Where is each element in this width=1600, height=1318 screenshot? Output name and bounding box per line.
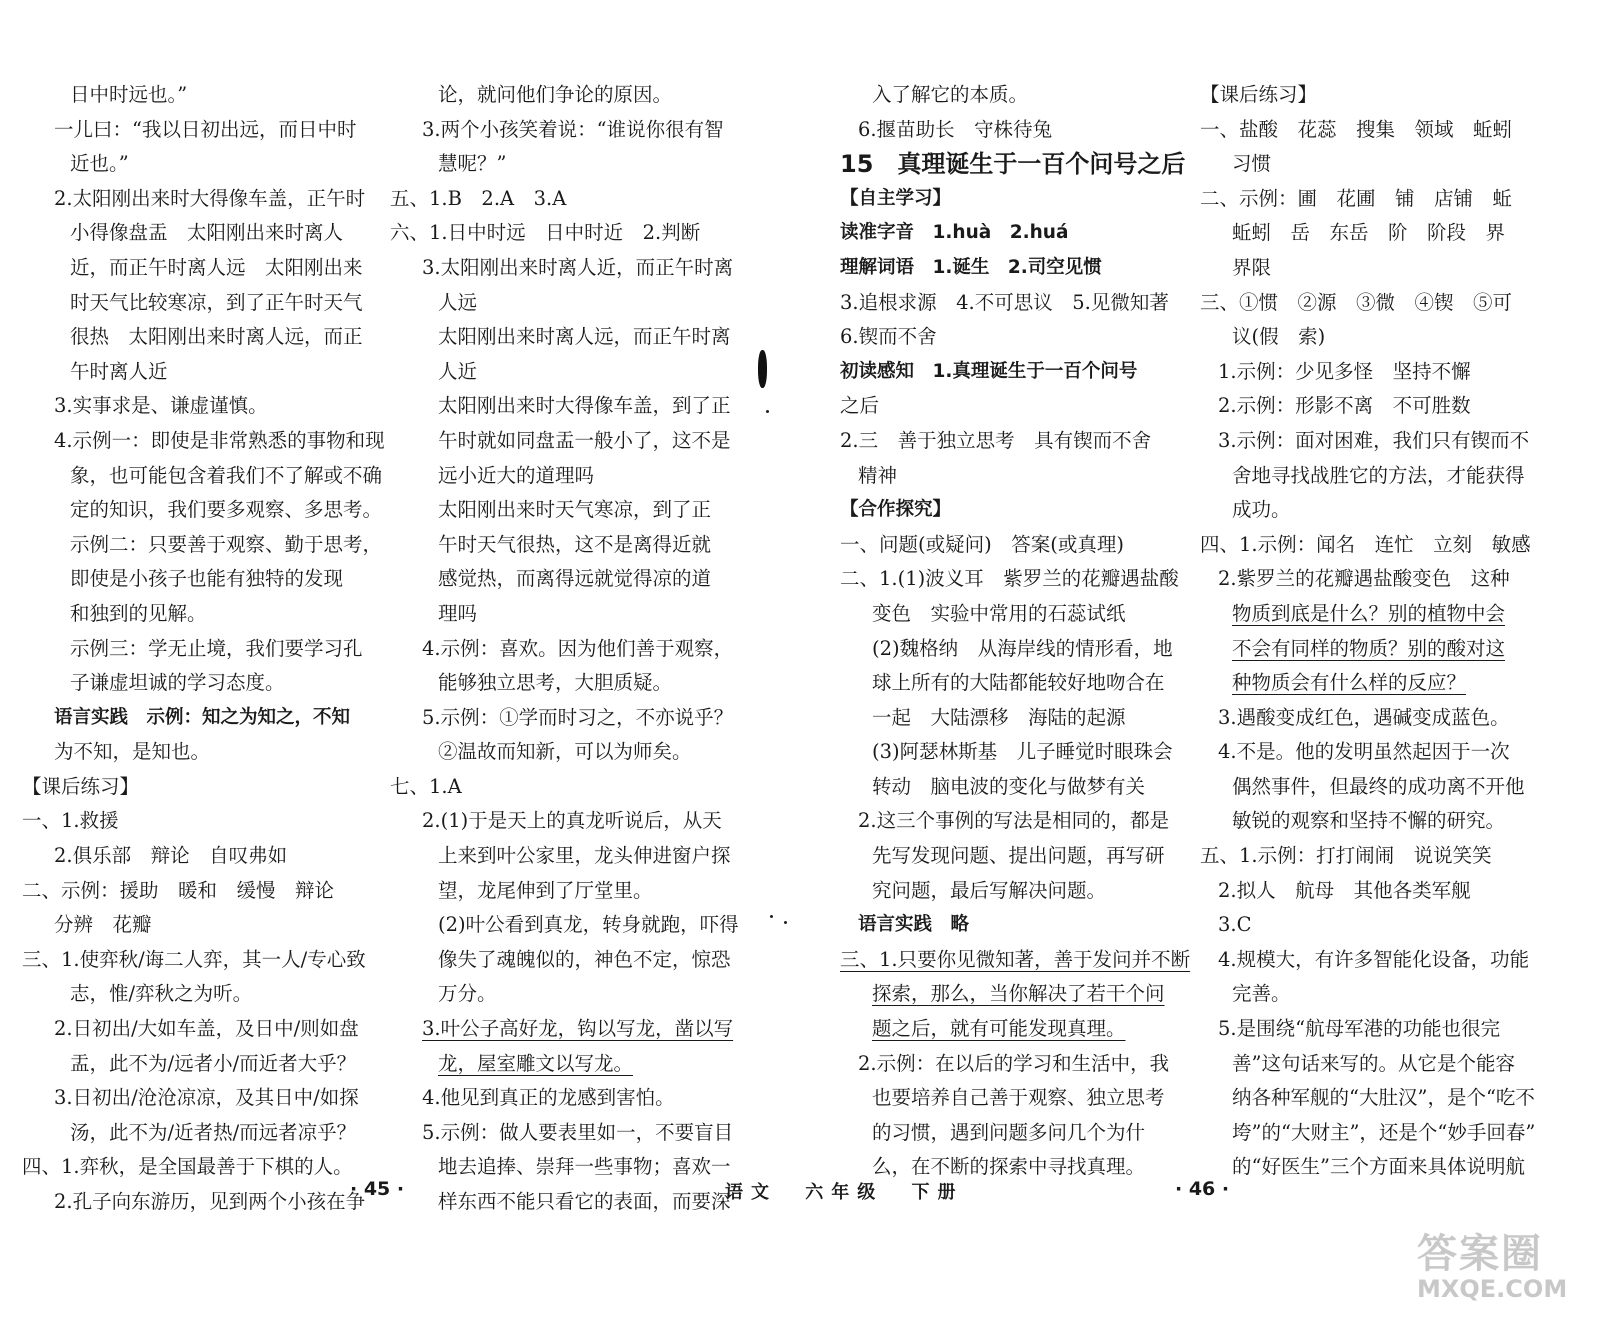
answer-line: 人远 — [438, 290, 478, 314]
answer-line: 也要培养自己善于观察、独立思考 — [872, 1086, 1165, 1110]
answer-line: 六、1.日中时远 日中时近 2.判断 — [390, 221, 701, 245]
answer-line: 的“好医生”三个方面来具体说明航 — [1232, 1155, 1525, 1179]
answer-line: 太阳刚出来时天气寒凉，到了正 — [438, 498, 712, 522]
answer-line: 午时就如同盘盂一般小了，这不是 — [438, 428, 731, 452]
answer-line: 为不知，是知也。 — [54, 740, 211, 764]
answer-line: 样东西不能只看它的表面，而要深 — [438, 1190, 731, 1213]
answer-line: 物质到底是什么？别的植物中会 — [1232, 601, 1506, 625]
answer-line: 远小近大的道理吗 — [438, 463, 595, 487]
answer-line: 人近 — [438, 359, 478, 383]
answer-line: 先写发现问题、提出问题，再写研 — [872, 844, 1165, 868]
answer-line: 龙，屋室雕文以写龙。 — [438, 1051, 634, 1075]
answer-line: 慧呢？” — [438, 152, 507, 176]
answer-line: 示例二：只要善于观察、勤于思考， — [70, 532, 383, 556]
answer-line: 地去追捧、崇拜一些事物；喜欢一 — [438, 1155, 731, 1179]
answer-line: 偶然事件，但最终的成功离不开他 — [1232, 774, 1525, 798]
answer-line: 四、1.示例：闻名 连忙 立刻 敏感 — [1200, 532, 1531, 556]
answer-line: 变色 实验中常用的石蕊试纸 — [872, 601, 1126, 625]
answer-line: 3.叶公子高好龙，钩以写龙，凿以写 — [422, 1017, 734, 1041]
page-number-left: · 45 · — [350, 1178, 405, 1200]
answer-line: 5.示例：做人要表里如一，不要盲目 — [422, 1120, 734, 1144]
answer-line: 探索，那么，当你解决了若干个问 — [872, 982, 1165, 1006]
answer-line: 2.示例：形影不离 不可胜数 — [1218, 394, 1471, 418]
answer-line: 望，龙尾伸到了厅堂里。 — [438, 878, 653, 902]
book-footer: 语文 六年级 下册 — [725, 1182, 964, 1203]
answer-line: 初读感知 1.真理诞生于一百个问号 — [840, 360, 1138, 382]
answer-line: 万分。 — [438, 982, 497, 1006]
answer-line: 完善。 — [1232, 982, 1291, 1006]
answer-line: 3.C — [1218, 913, 1252, 937]
answer-line: 种物质会有什么样的反应？ — [1232, 671, 1467, 695]
answer-line: 七、1.A — [390, 774, 462, 798]
answer-line: 2.(1)于是天上的真龙听说后，从天 — [422, 809, 722, 833]
answer-line: (3)阿瑟林斯基 儿子睡觉时眼珠会 — [872, 740, 1173, 764]
answer-line: 二、1.(1)波义耳 紫罗兰的花瓣遇盐酸 — [840, 567, 1179, 591]
answer-line: 么，在不断的探索中寻找真理。 — [872, 1155, 1146, 1179]
answer-line: 【课后练习】 — [1200, 83, 1318, 106]
answer-line: 敏锐的观察和坚持不懈的研究。 — [1232, 809, 1506, 833]
answer-line: 4.不是。他的发明虽然起因于一次 — [1218, 740, 1510, 764]
answer-line: 4.他见到真正的龙感到害怕。 — [422, 1086, 675, 1110]
answer-line: 4.示例：喜欢。因为他们善于观察， — [422, 636, 734, 660]
answer-line: 【课后练习】 — [22, 774, 140, 798]
page-number-right: · 46 · — [1175, 1178, 1230, 1200]
answer-line: 午时天气很热，这不是离得近就 — [438, 532, 712, 556]
answer-line: 入了解它的本质。 — [872, 83, 1029, 106]
answer-line: 一起 大陆漂移 海陆的起源 — [872, 705, 1126, 729]
answer-line: ②温故而知新，可以为师矣。 — [438, 740, 692, 764]
answer-line: 4.示例一：即使是非常熟悉的事物和现 — [54, 428, 385, 452]
answer-line: 一儿曰：“我以日初出远，而日中时 — [54, 117, 357, 141]
answer-line: 3.实事求是、谦虚谨慎。 — [54, 394, 268, 418]
answer-line: 三、1.只要你见微知著，善于发问并不断 — [840, 947, 1191, 971]
binding-mark — [758, 350, 767, 388]
answer-line: 成功。 — [1232, 498, 1291, 522]
column-2 — [390, 78, 740, 1220]
answer-line: 3.遇酸变成红色，遇碱变成蓝色。 — [1218, 705, 1510, 729]
answer-line: 蚯蚓 岳 东岳 阶 阶段 界 — [1232, 221, 1506, 245]
speck — [770, 915, 773, 918]
answer-line: 五、1.示例：打打闹闹 说说笑笑 — [1200, 844, 1492, 868]
answer-line: 15 真理诞生于一百个问号之后 — [840, 150, 1186, 179]
answer-line: 定的知识，我们要多观察、多思考。 — [70, 498, 383, 522]
answer-line: 界限 — [1232, 255, 1272, 279]
answer-line: 3.示例：面对困难，我们只有锲而不 — [1218, 428, 1530, 452]
answer-line: 日中时远也。” — [70, 83, 188, 106]
answer-line: 很热 太阳刚出来时离人远，而正 — [70, 325, 363, 349]
answer-line: 三、①惯 ②源 ③微 ④锲 ⑤可 — [1200, 290, 1513, 314]
answer-line: 题之后，就有可能发现真理。 — [872, 1017, 1126, 1041]
answer-line: 上来到叶公家里，龙头伸进窗户探 — [438, 844, 731, 868]
answer-line: 议(假 索) — [1232, 325, 1326, 349]
answer-line: 子谦虚坦诚的学习态度。 — [70, 671, 285, 695]
column-1 — [22, 78, 385, 1220]
answer-line: 究问题，最后写解决问题。 — [872, 878, 1107, 902]
speck — [784, 921, 787, 924]
answer-line: 太阳刚出来时离人远，而正午时离 — [438, 325, 731, 349]
watermark — [1417, 1222, 1582, 1303]
answer-line: 精神 — [858, 463, 898, 487]
answer-line: 2.孔子向东游历，见到两个小孩在争 — [54, 1190, 366, 1213]
answer-line: 转动 脑电波的变化与做梦有关 — [872, 774, 1146, 798]
column-4 — [1200, 78, 1545, 1185]
answer-line: 理吗 — [438, 601, 478, 625]
answer-line: 之后 — [840, 394, 880, 418]
answer-line: 5.示例：①学而时习之，不亦说乎？ — [422, 705, 734, 729]
answer-line: 二、示例：圃 花圃 铺 店铺 蚯 — [1200, 186, 1513, 210]
answer-line: 五、1.B 2.A 3.A — [390, 186, 567, 210]
answer-line: 示例三：学无止境，我们要学习孔 — [70, 636, 363, 660]
answer-line: 感觉热，而离得远就觉得凉的道 — [438, 567, 712, 591]
answer-line: 近，而正午时离人远 太阳刚出来 — [70, 255, 363, 279]
answer-line: 垮”的“大财主”，还是个“妙手回春” — [1232, 1120, 1536, 1144]
watermark-logo: 答案圈 — [1417, 1231, 1543, 1277]
answer-line: 3.日初出/沧沧凉凉，及其日中/如探 — [54, 1086, 359, 1110]
answer-line: 理解词语 1.诞生 2.司空见惯 — [840, 256, 1102, 278]
answer-line: 习惯 — [1232, 152, 1272, 176]
answer-line: (2)叶公看到真龙，转身就跑，吓得 — [438, 913, 739, 937]
answer-line: 6.揠苗助长 守株待兔 — [858, 117, 1053, 141]
answer-line: 四、1.弈秋，是全国最善于下棋的人。 — [22, 1155, 353, 1179]
answer-line: 太阳刚出来时大得像车盖，到了正 — [438, 394, 731, 418]
answer-line: 2.这三个事例的写法是相同的，都是 — [858, 809, 1170, 833]
answer-line: 象，也可能包含着我们不了解或不确 — [70, 463, 383, 487]
answer-line: 不会有同样的物质？别的酸对这 — [1232, 636, 1506, 660]
answer-line: 志，惟/弈秋之为听。 — [70, 982, 253, 1006]
answer-line: 一、1.救援 — [22, 809, 119, 833]
answer-line: 像失了魂魄似的，神色不定，惊恐 — [438, 947, 731, 971]
answer-line: 语言实践 示例：知之为知之，不知 — [54, 706, 351, 728]
answer-line: 能够独立思考，大胆质疑。 — [438, 671, 673, 695]
answer-line: 时天气比较寒凉，到了正午时天气 — [70, 290, 363, 314]
answer-line: 午时离人近 — [70, 359, 168, 383]
speck — [766, 410, 769, 413]
answer-line: 球上所有的大陆都能较好地吻合在 — [872, 671, 1165, 695]
answer-line: 即使是小孩子也能有独特的发现 — [70, 567, 344, 591]
answer-line: 一、问题(或疑问) 答案(或真理) — [840, 532, 1124, 556]
answer-line: 读准字音 1.huà 2.huá — [840, 222, 1069, 244]
answer-line: 2.拟人 航母 其他各类军舰 — [1218, 878, 1471, 902]
answer-line: 2.太阳刚出来时大得像车盖，正午时 — [54, 186, 366, 210]
answer-line: 5.是围绕“航母军港的功能也很完 — [1218, 1017, 1501, 1041]
answer-line: 2.三 善于独立思考 具有锲而不舍 — [840, 428, 1152, 452]
answer-line: 分辨 花瓣 — [54, 913, 152, 937]
answer-line: 3.两个小孩笑着说：“谁说你很有智 — [422, 117, 724, 141]
answer-line: 4.规模大，有许多智能化设备，功能 — [1218, 947, 1530, 971]
answer-line: 语言实践 略 — [858, 914, 970, 936]
answer-line: 1.示例：少见多怪 坚持不懈 — [1218, 359, 1471, 383]
answer-line: 2.俱乐部 辩论 自叹弗如 — [54, 844, 288, 868]
answer-line: 的习惯，遇到问题多问几个为什 — [872, 1120, 1146, 1144]
answer-line: 6.锲而不舍 — [840, 325, 937, 349]
answer-line: 善”这句话来写的。从它是个能容 — [1232, 1051, 1515, 1075]
answer-line: 2.示例：在以后的学习和生活中，我 — [858, 1051, 1170, 1075]
answer-line: 3.太阳刚出来时离人近，而正午时离 — [422, 255, 734, 279]
answer-line: 【合作探究】 — [840, 499, 952, 521]
answer-line: 盂，此不为/远者小/而近者大乎？ — [70, 1051, 357, 1075]
answer-line: 舍地寻找战胜它的方法，才能获得 — [1232, 463, 1525, 487]
answer-line: 【自主学习】 — [840, 187, 952, 209]
answer-line: 小得像盘盂 太阳刚出来时离人 — [70, 221, 344, 245]
answer-line: (2)魏格纳 从海岸线的情形看，地 — [872, 636, 1173, 660]
answer-line: 论，就问他们争论的原因。 — [438, 83, 673, 106]
answer-line: 近也。” — [70, 152, 129, 176]
column-3 — [840, 78, 1191, 1185]
answer-line: 汤，此不为/近者热/而远者凉乎？ — [70, 1120, 357, 1144]
answer-line: 2.紫罗兰的花瓣遇盐酸变色 这种 — [1218, 567, 1510, 591]
answer-line: 一、盐酸 花蕊 搜集 领域 蚯蚓 — [1200, 117, 1513, 141]
watermark-url: MXQE.COM — [1417, 1275, 1568, 1303]
answer-line: 和独到的见解。 — [70, 601, 207, 625]
answer-line: 纳各种军舰的“大肚汉”，是个“吃不 — [1232, 1086, 1535, 1110]
answer-line: 二、示例：援助 暖和 缓慢 辩论 — [22, 878, 335, 902]
answer-line: 3.追根求源 4.不可思议 5.见微知著 — [840, 290, 1169, 314]
answer-line: 2.日初出/大如车盖，及日中/则如盘 — [54, 1017, 359, 1041]
answer-line: 三、1.使弈秋/诲二人弈，其一人/专心致 — [22, 947, 366, 971]
